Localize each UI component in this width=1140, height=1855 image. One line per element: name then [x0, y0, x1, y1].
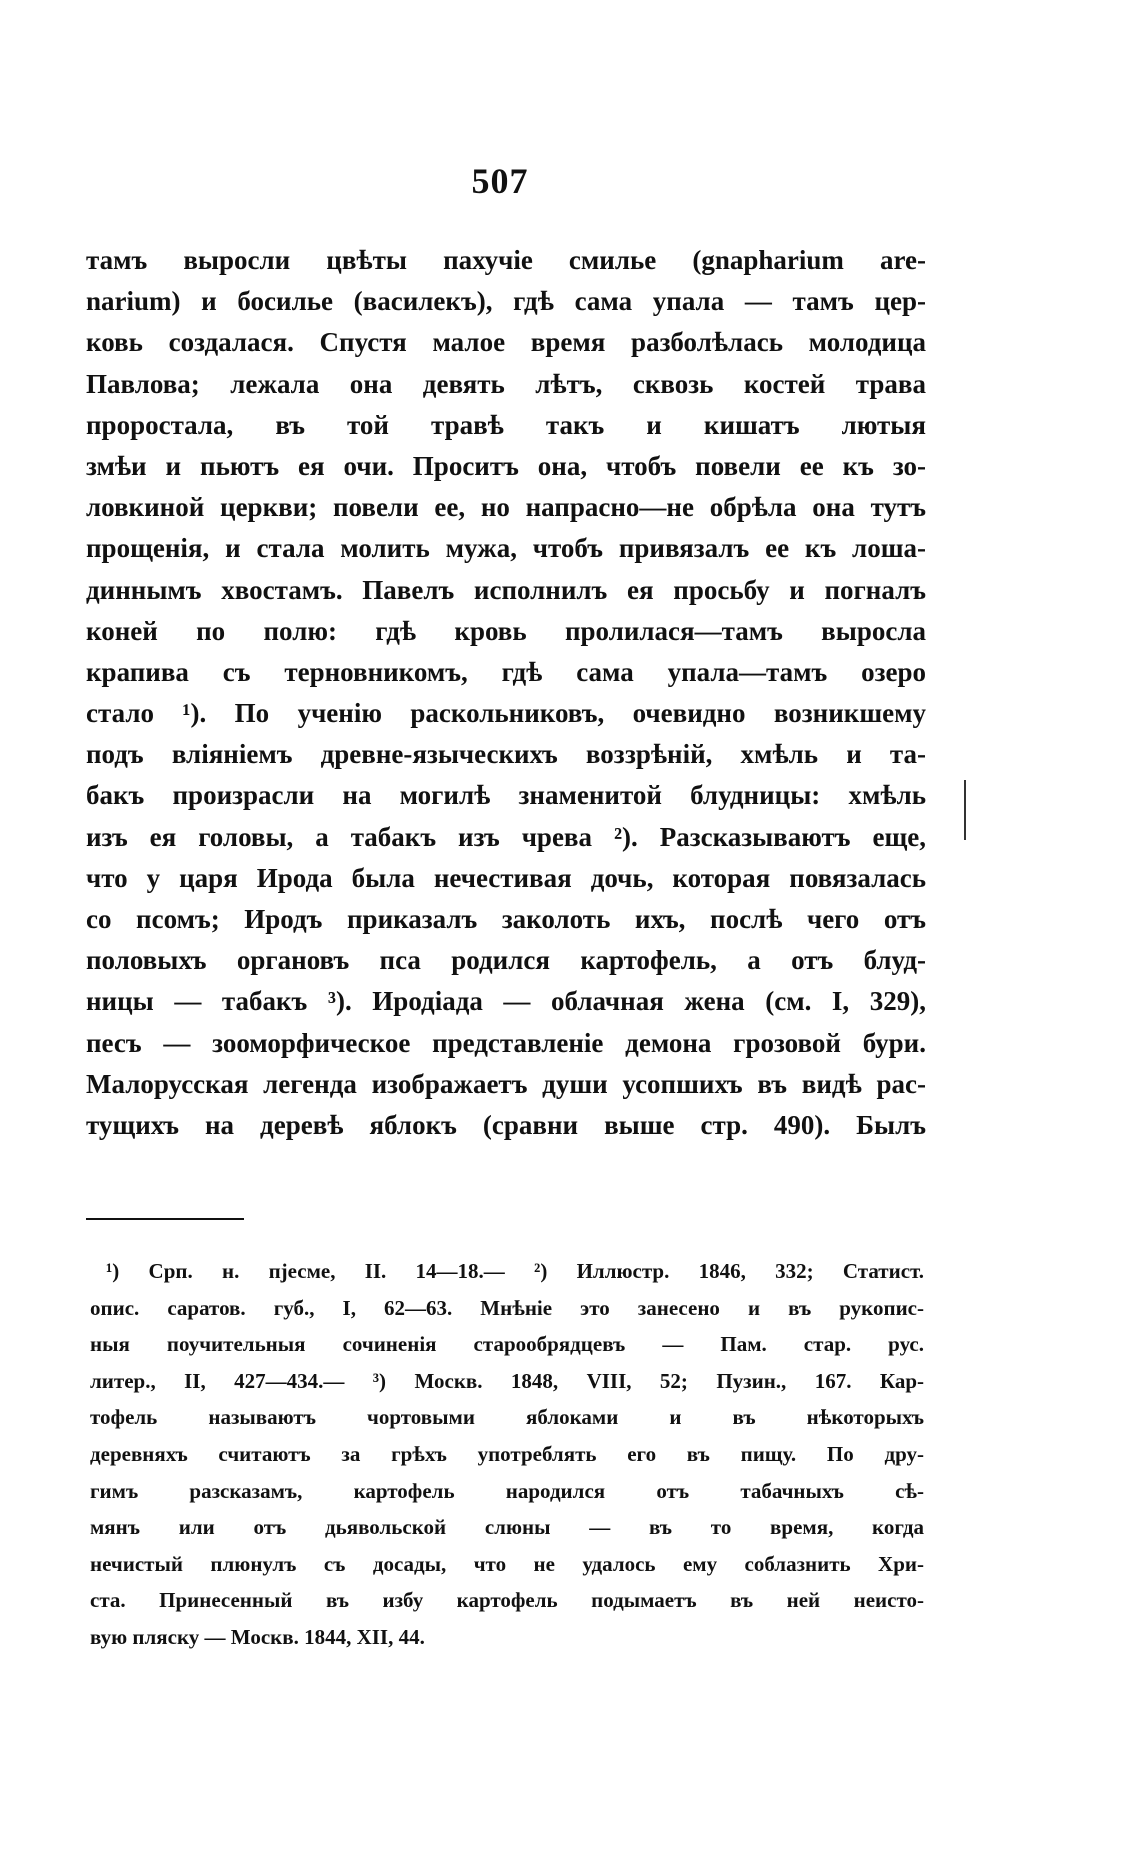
footnote-line: мянъ или отъ дьявольской слюны — въ то время, когда	[90, 1515, 924, 1540]
body-line: змѣи и пьютъ ея очи. Проситъ она, чтобъ повели ее къ зо-	[86, 450, 926, 481]
body-line: что у царя Ирода была нечестивая дочь, которая повязалась	[86, 862, 926, 893]
footnote-line: опис. саратов. губ., I, 62—63. Мнѣніе это занесено и въ рукопис-	[90, 1295, 924, 1320]
body-line: диннымъ хвостамъ. Павелъ исполнилъ ея просьбу и погналъ	[86, 574, 926, 605]
margin-mark	[964, 780, 966, 840]
body-line: тамъ выросли цвѣты пахучіе смилье (gnapharium are-	[86, 245, 926, 275]
body-line: ницы — табакъ ³). Иродіада — облачная жена (см. I, 329),	[86, 986, 926, 1017]
body-line: тущихъ на деревѣ яблокъ (сравни выше стр. 490). Былъ	[86, 1109, 926, 1140]
body-line: narium) и босилье (василекъ), гдѣ сама упала — тамъ цер-	[86, 286, 926, 317]
body-line: половыхъ органовъ пса родился картофель, а отъ блуд-	[86, 945, 926, 976]
footnote-line: ¹) Срп. н. пjесме, II. 14—18.— ²) Иллюстр. 1846, 332; Статист.	[106, 1259, 924, 1283]
footnote-line: деревняхъ считаютъ за грѣхъ употреблять его въ пищу. По дру-	[90, 1441, 924, 1466]
body-line: крапива съ терновникомъ, гдѣ сама упала—тамъ озеро	[86, 656, 926, 687]
body-line: песъ — зооморфическое представленіе демона грозовой бури.	[86, 1027, 926, 1058]
body-line: прощенія, и стала молить мужа, чтобъ привязалъ ее къ лоша-	[86, 533, 926, 564]
body-line: Малорусская легенда изображаетъ души усопшихъ въ видѣ рас-	[86, 1068, 926, 1099]
footnote-rule	[86, 1218, 244, 1220]
body-line: со псомъ; Иродъ приказалъ заколоть ихъ, послѣ чего отъ	[86, 904, 926, 934]
body-line: проростала, въ той травѣ такъ и кишатъ лютыя	[86, 409, 926, 440]
footnote-line: литер., II, 427—434.— ³) Москв. 1848, VIII, 52; Пузин., 167. Кар-	[90, 1368, 924, 1393]
footnote-line: ста. Принесенный въ избу картофель подымаетъ въ ней неисто-	[90, 1588, 924, 1613]
body-line: коней по полю: гдѣ кровь пролилася—тамъ выросла	[86, 615, 926, 646]
page-number: 507	[471, 161, 529, 201]
body-line: бакъ произрасли на могилѣ знаменитой блудницы: хмѣль	[86, 780, 926, 811]
body-line: подъ вліяніемъ древне-языческихъ воззрѣній, хмѣль и та-	[86, 739, 926, 770]
footnote-line: ныя поучительныя сочиненія старообрядцевъ — Пам. стар. рус.	[90, 1332, 924, 1357]
footnotes	[90, 1253, 924, 1656]
body-line: изъ ея головы, а табакъ изъ чрева ²). Разсказываютъ еще,	[86, 821, 926, 852]
body-text	[86, 240, 926, 1146]
body-line: стало ¹). По ученію раскольниковъ, очевидно возникшему	[86, 698, 926, 729]
body-line: Павлова; лежала она девять лѣтъ, сквозь костей трава	[86, 368, 926, 399]
body-line: ловкиной церкви; повели ее, но напрасно—не обрѣла она тутъ	[86, 492, 926, 523]
footnote-line: тофель называютъ чортовыми яблоками и въ нѣкоторыхъ	[90, 1405, 924, 1430]
footnote-line: вую пляску — Москв. 1844, XII, 44.	[90, 1624, 425, 1649]
footnote-line: нечистый плюнулъ съ досады, что не удалось ему соблазнить Хри-	[90, 1551, 924, 1576]
body-line: ковь создалася. Спустя малое время разболѣлась молодица	[86, 327, 926, 358]
footnote-line: гимъ разсказамъ, картофель народился отъ табачныхъ сѣ-	[90, 1478, 924, 1503]
